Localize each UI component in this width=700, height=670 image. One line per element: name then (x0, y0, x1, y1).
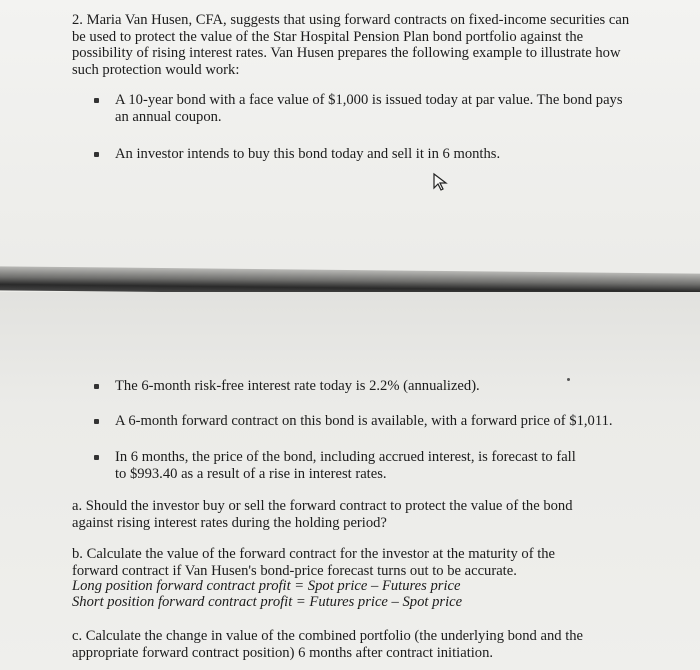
bullet-risk-free-rate: The 6-month risk-free interest rate today is 2.2% (annualized). (115, 378, 480, 394)
stray-mark (567, 378, 570, 381)
bullet-marker (94, 419, 99, 424)
bullet-investor-intent: An investor intends to buy this bond today and sell it in 6 months. (115, 146, 501, 162)
formula-long-position: Long position forward contract profit = Spot price – Futures price (72, 578, 461, 594)
bullet-marker (94, 384, 99, 389)
bullet-forward-contract: A 6-month forward contract on this bond is available, with a forward price of $1,011. (115, 413, 613, 429)
question-a: a. Should the investor buy or sell the forward contract to protect the value of the bond against rising interest rates during the holding period? (72, 498, 573, 531)
bullet-marker (94, 455, 99, 460)
question-intro: 2. Maria Van Husen, CFA, suggests that using forward contracts on fixed-income securities can be used to protect the value of the Star Hospital Pension Plan bond portfolio against the possibility of rising interest rates. Van Husen prepares the following example to illustrate how such protection would work: (72, 12, 630, 78)
bullet-bond-description: A 10-year bond with a face value of $1,000 is issued today at par value. The bond pays an annual coupon. (115, 92, 623, 125)
question-b: b. Calculate the value of the forward contract for the investor at the maturity of the forward contract if Van Husen's bond-price forecast turns out to be accurate. (72, 546, 556, 579)
mouse-pointer-icon (432, 172, 452, 192)
bullet-marker (94, 152, 99, 157)
bullet-price-forecast: In 6 months, the price of the bond, including accrued interest, is forecast to fall to $993.40 as a result of a rise in interest rates. (115, 449, 576, 482)
bullet-marker (94, 98, 99, 103)
formula-short-position: Short position forward contract profit = Futures price – Spot price (72, 594, 463, 610)
question-c: c. Calculate the change in value of the combined portfolio (the underlying bond and the appropriate forward contract position) 6 months after contract initiation. (72, 628, 584, 661)
